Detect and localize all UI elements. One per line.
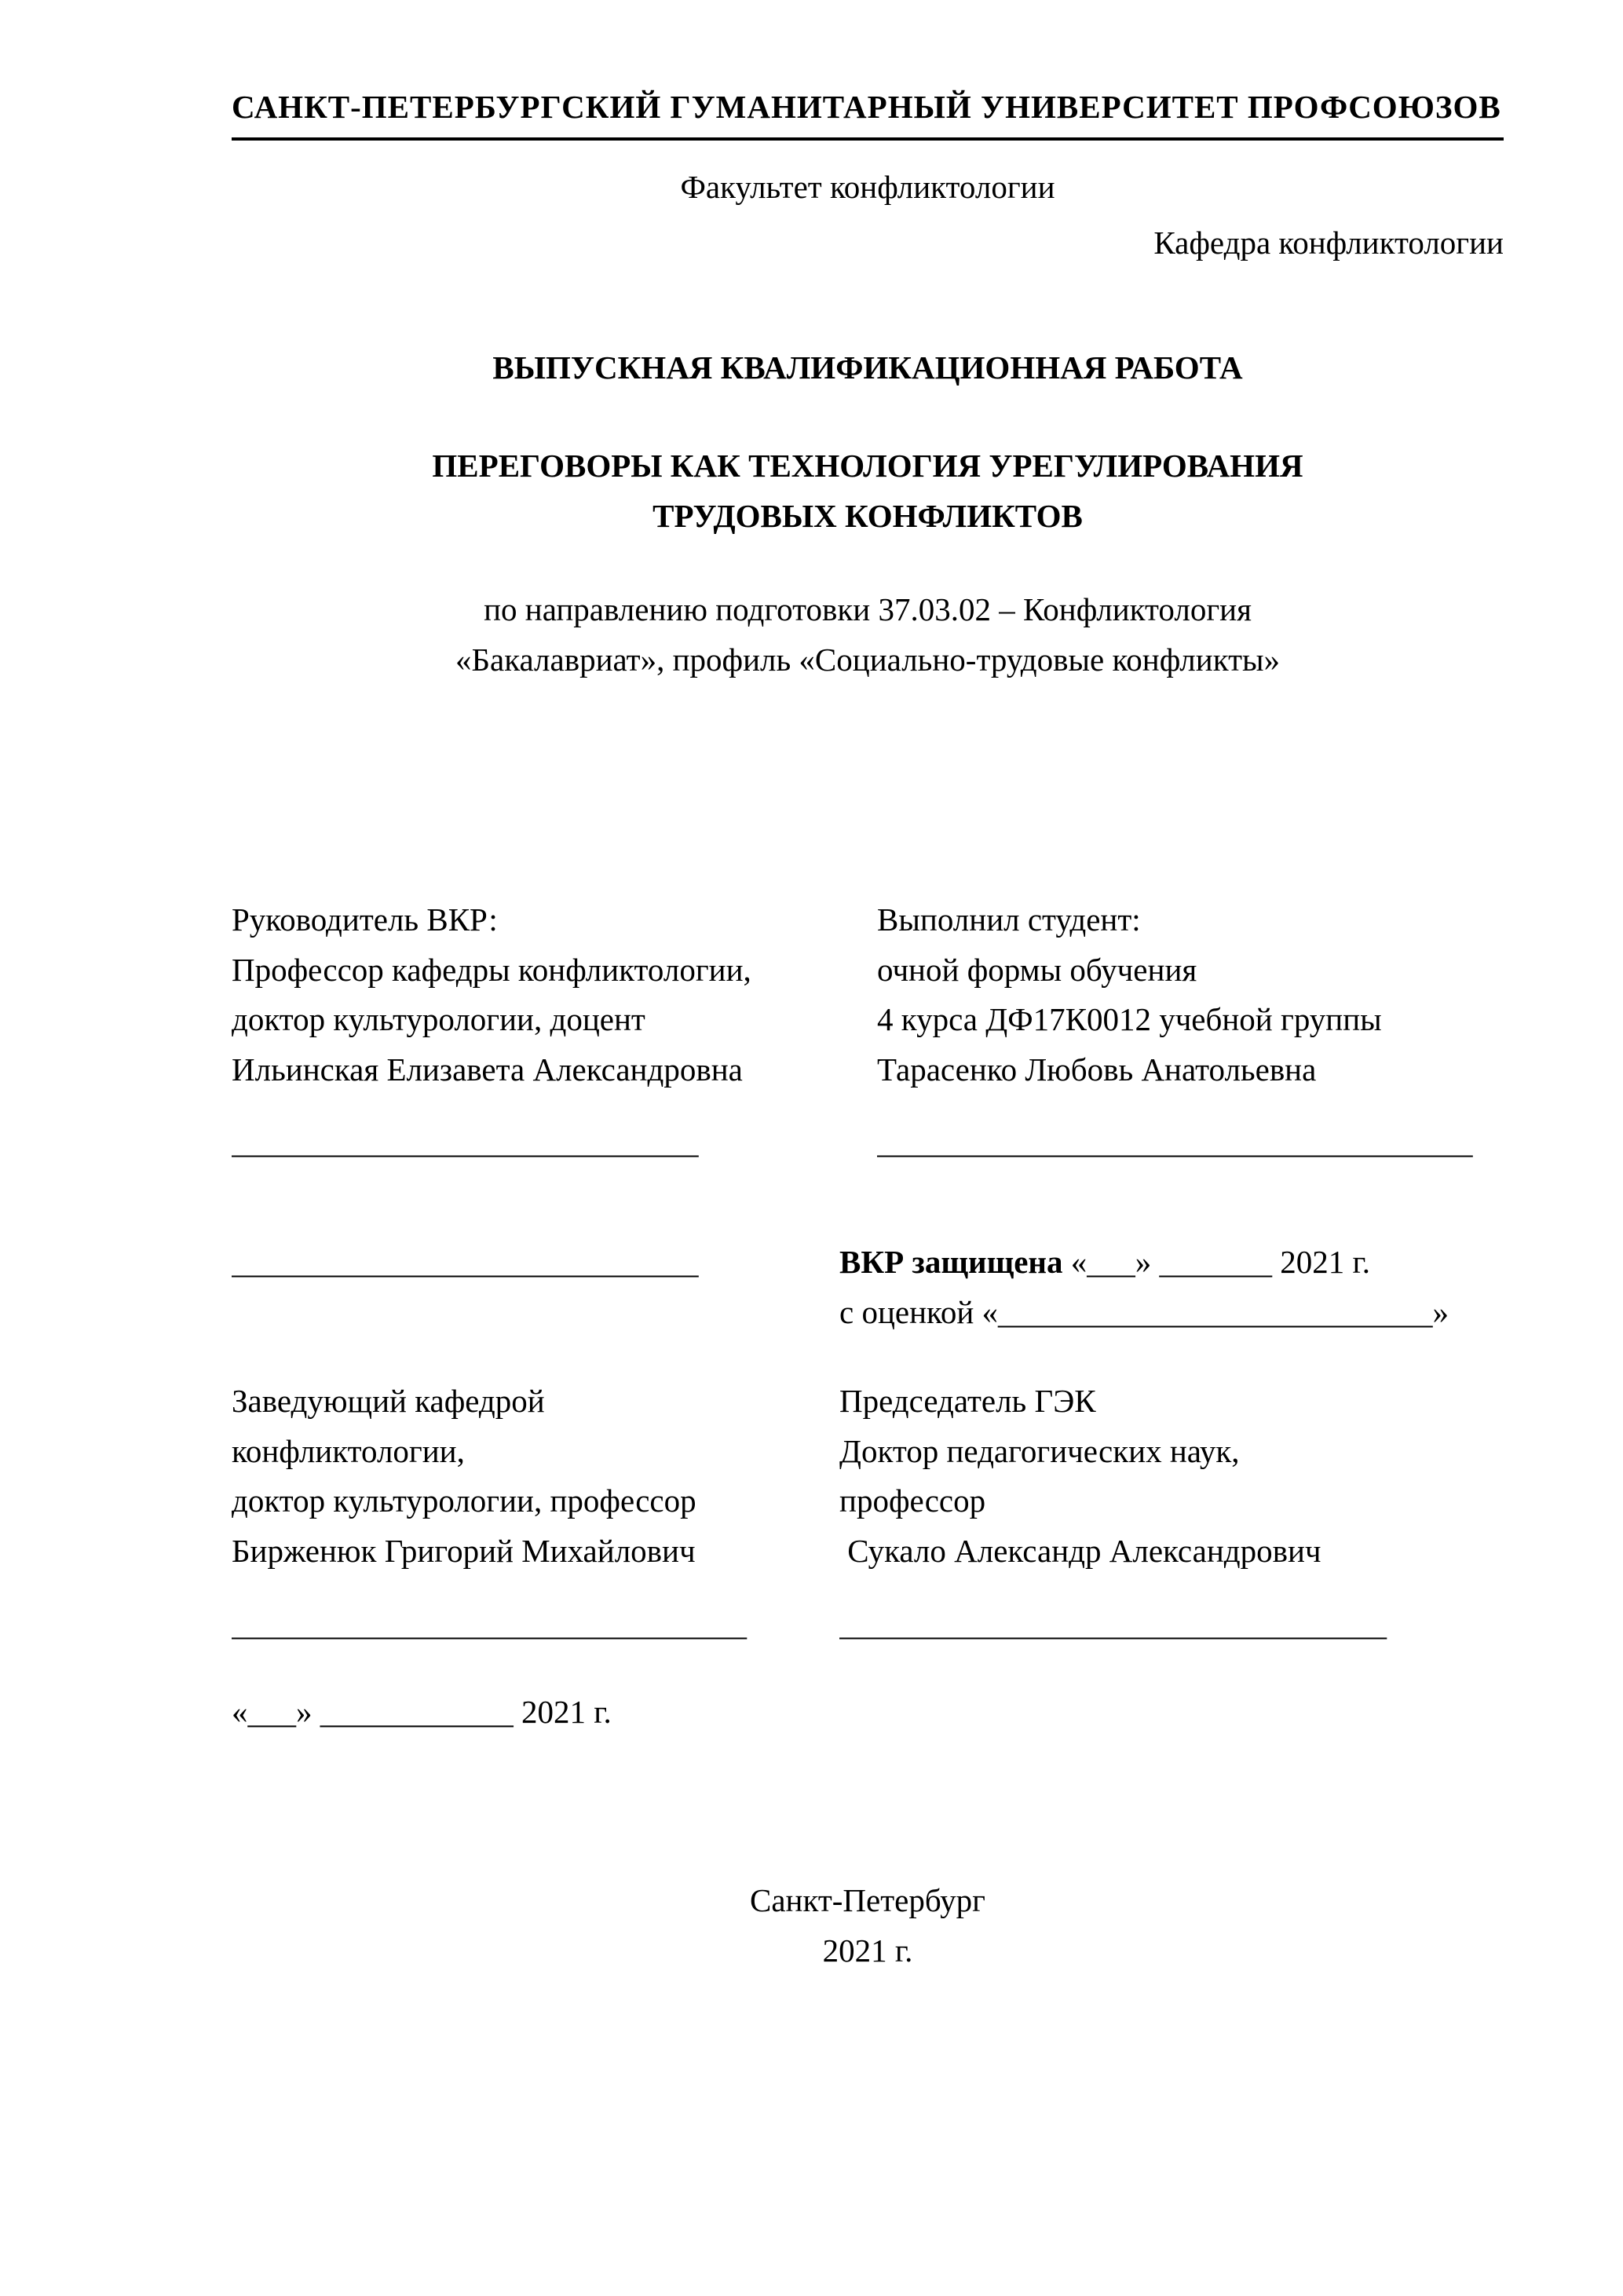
defense-statement-date: «___» _______ 2021 г. bbox=[1062, 1244, 1370, 1281]
supervisor-position-line1: Профессор кафедры конфликтологии, bbox=[232, 951, 751, 988]
chair-position: Председатель ГЭК bbox=[839, 1383, 1096, 1420]
student-signature-line: _____________________________________ bbox=[877, 1123, 1473, 1160]
chair-degree-line2: профессор bbox=[839, 1483, 986, 1519]
faculty-name: Факультет конфликтологии bbox=[680, 168, 1055, 205]
student-study-form: очной формы обучения bbox=[877, 951, 1197, 988]
student-label: Выполнил студент: bbox=[877, 901, 1141, 938]
footer-year: 2021 г. bbox=[822, 1932, 913, 1969]
officials-block bbox=[232, 1377, 1504, 1576]
chair-name: Сукало Александр Александрович bbox=[839, 1532, 1321, 1569]
defense-statement-bold: ВКР защищена bbox=[839, 1244, 1063, 1281]
chair-signature-line: __________________________________ bbox=[839, 1606, 1387, 1643]
supervisor-name: Ильинская Елизавета Александровна bbox=[232, 1051, 743, 1088]
footer bbox=[232, 1876, 1504, 1976]
supervisor-label: Руководитель ВКР: bbox=[232, 901, 498, 938]
defense-signature-line: _____________________________ bbox=[232, 1244, 699, 1281]
head-signature-line: ________________________________ bbox=[232, 1606, 747, 1643]
head-signature-column bbox=[232, 1600, 839, 1650]
university-name: САНКТ-ПЕТЕРБУРГСКИЙ ГУМАНИТАРНЫЙ УНИВЕРСИТЕТ ПРОФСОЮЗОВ bbox=[232, 82, 1504, 141]
student-column bbox=[877, 895, 1504, 1167]
chair-degree-line1: Доктор педагогических наук, bbox=[839, 1432, 1240, 1469]
footer-city: Санкт-Петербург bbox=[750, 1882, 985, 1919]
thesis-title-line1: ПЕРЕГОВОРЫ КАК ТЕХНОЛОГИЯ УРЕГУЛИРОВАНИЯ bbox=[432, 448, 1303, 484]
head-degree: доктор культурологии, профессор bbox=[232, 1483, 696, 1519]
defense-statement bbox=[839, 1238, 1504, 1288]
head-name: Бирженюк Григорий Михайлович bbox=[232, 1532, 696, 1569]
signatures-block bbox=[232, 1600, 1504, 1650]
defense-block bbox=[232, 1238, 1504, 1337]
program-direction: по направлению подготовки 37.03.02 – Конфликтология bbox=[484, 591, 1252, 628]
gec-chair-column bbox=[839, 1377, 1504, 1576]
thesis-title-line2: ТРУДОВЫХ КОНФЛИКТОВ bbox=[652, 497, 1083, 534]
program-profile: «Бакалавриат», профиль «Социально-трудовые конфликты» bbox=[455, 641, 1281, 678]
supervisor-column bbox=[232, 895, 877, 1167]
defense-grade-line: с оценкой «___________________________» bbox=[839, 1293, 1449, 1330]
program-info bbox=[232, 585, 1504, 685]
head-of-department-column bbox=[232, 1377, 839, 1576]
supervisor-student-block bbox=[232, 895, 1504, 1167]
head-position-line1: Заведующий кафедрой bbox=[232, 1383, 545, 1420]
defense-left-column bbox=[232, 1238, 839, 1288]
head-position-line2: конфликтологии, bbox=[232, 1432, 465, 1469]
work-type-title: ВЫПУСКНАЯ КВАЛИФИКАЦИОННАЯ РАБОТА bbox=[492, 349, 1243, 386]
supervisor-signature-line: _____________________________ bbox=[232, 1123, 699, 1160]
student-name: Тарасенко Любовь Анатольевна bbox=[877, 1051, 1317, 1088]
supervisor-position-line2: доктор культурологии, доцент bbox=[232, 1001, 645, 1038]
defense-right-column bbox=[839, 1238, 1504, 1337]
department-name: Кафедра конфликтологии bbox=[1153, 225, 1504, 261]
student-group: 4 курса ДФ17К0012 учебной группы bbox=[877, 1001, 1382, 1038]
thesis-title bbox=[232, 441, 1504, 541]
chair-signature-column bbox=[839, 1600, 1504, 1650]
head-date-line: «___» ____________ 2021 г. bbox=[232, 1693, 612, 1730]
